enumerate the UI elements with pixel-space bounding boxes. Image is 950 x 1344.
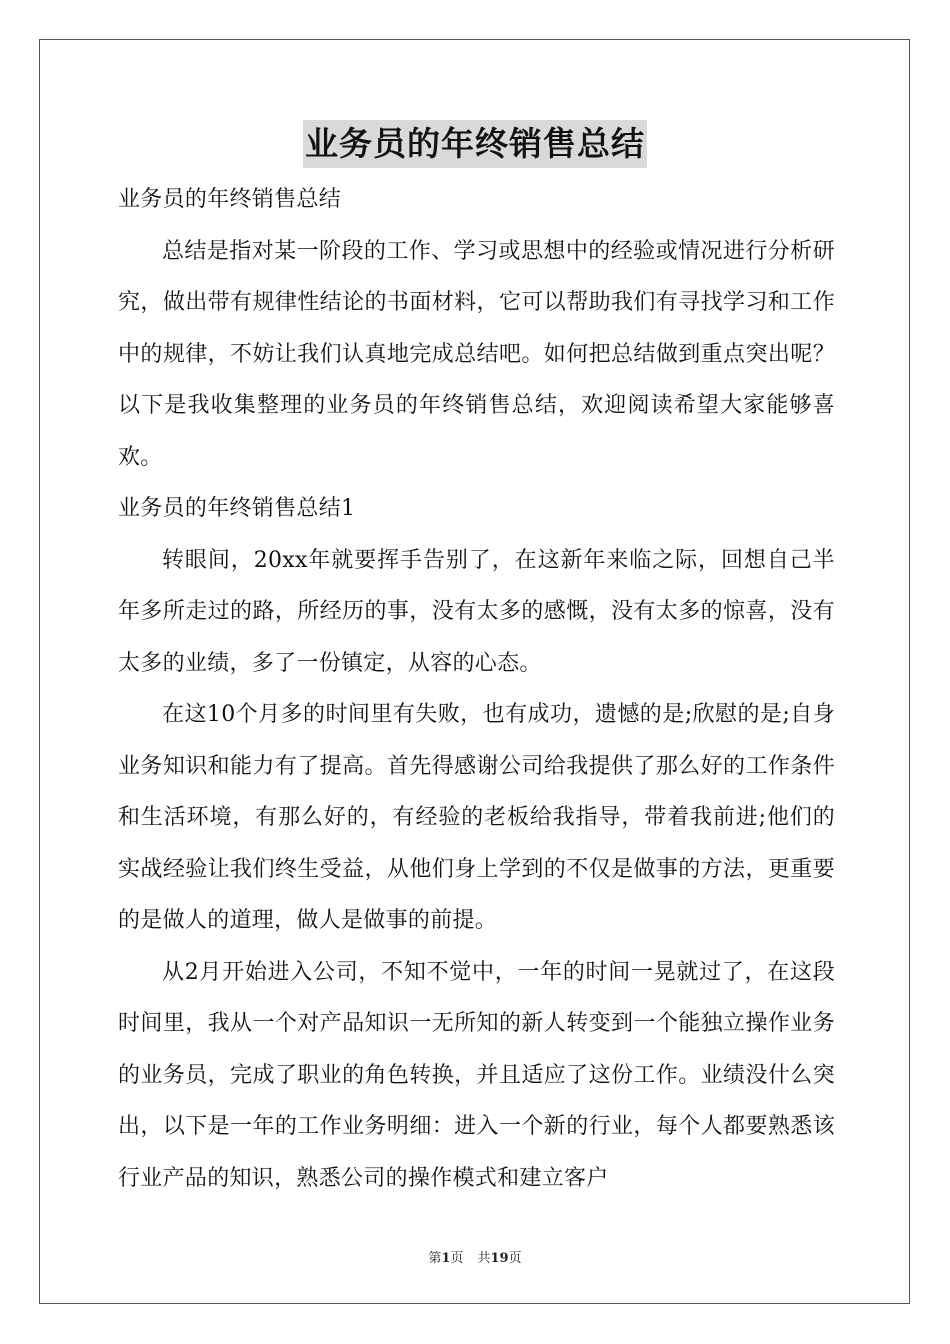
intro-paragraph: 总结是指对某一阶段的工作、学习或思想中的经验或情况进行分析研究，做出带有规律性结论的书面材料，它可以帮助我们有寻找学习和工作中的规律，不妨让我们认真地完成总结吧。如何把总结做到重点突出呢？以下是我收集整理的业务员的年终销售总结，欢迎阅读希望大家能够喜欢。 xyxy=(118,238,835,470)
body-paragraph-3: 从2月开始进入公司，不知不觉中，一年的时间一晃就过了，在这段时间里，我从一个对产品知识一无所知的新人转变到一个能独立操作业务的业务员，完成了职业的角色转换，并且适应了这份工作。业绩没什么突出，以下是一年的工作业务明细：进入一个新的行业，每个人都要熟悉该行业产品的知识，熟悉公司的操作模式和建立客户 xyxy=(118,959,835,1191)
section-heading: 业务员的年终销售总结1 xyxy=(118,496,356,521)
body-paragraph-2: 在这10个月多的时间里有失败，也有成功，遗憾的是;欣慰的是;自身业务知识和能力有了提高。首先得感谢公司给我提供了那么好的工作条件和生活环境，有那么好的，有经验的老板给我指导，带着我前进;他们的实战经验让我们终生受益，从他们身上学到的不仅是做事的方法，更重要的是做人的道理，做人是做事的前提。 xyxy=(118,702,835,933)
total-prefix: 共 xyxy=(477,1251,491,1266)
total-suffix: 页 xyxy=(508,1251,522,1266)
document-subtitle: 业务员的年终销售总结 xyxy=(118,187,342,212)
document-title: 业务员的年终销售总结 xyxy=(303,120,647,168)
page-prefix: 第 xyxy=(428,1251,442,1266)
body-paragraph-1: 转眼间，20xx年就要挥手告别了，在这新年来临之际，回想自己半年多所走过的路，所经历的事，没有太多的感慨，没有太多的惊喜，没有太多的业绩，多了一份镇定，从容的心态。 xyxy=(118,547,835,676)
page-footer xyxy=(0,1247,950,1266)
document-body xyxy=(118,174,835,1204)
document-title-wrapper xyxy=(0,120,950,168)
total-pages: 19 xyxy=(490,1251,509,1266)
page-current: 1 xyxy=(441,1251,451,1266)
page-suffix: 页 xyxy=(450,1251,464,1266)
